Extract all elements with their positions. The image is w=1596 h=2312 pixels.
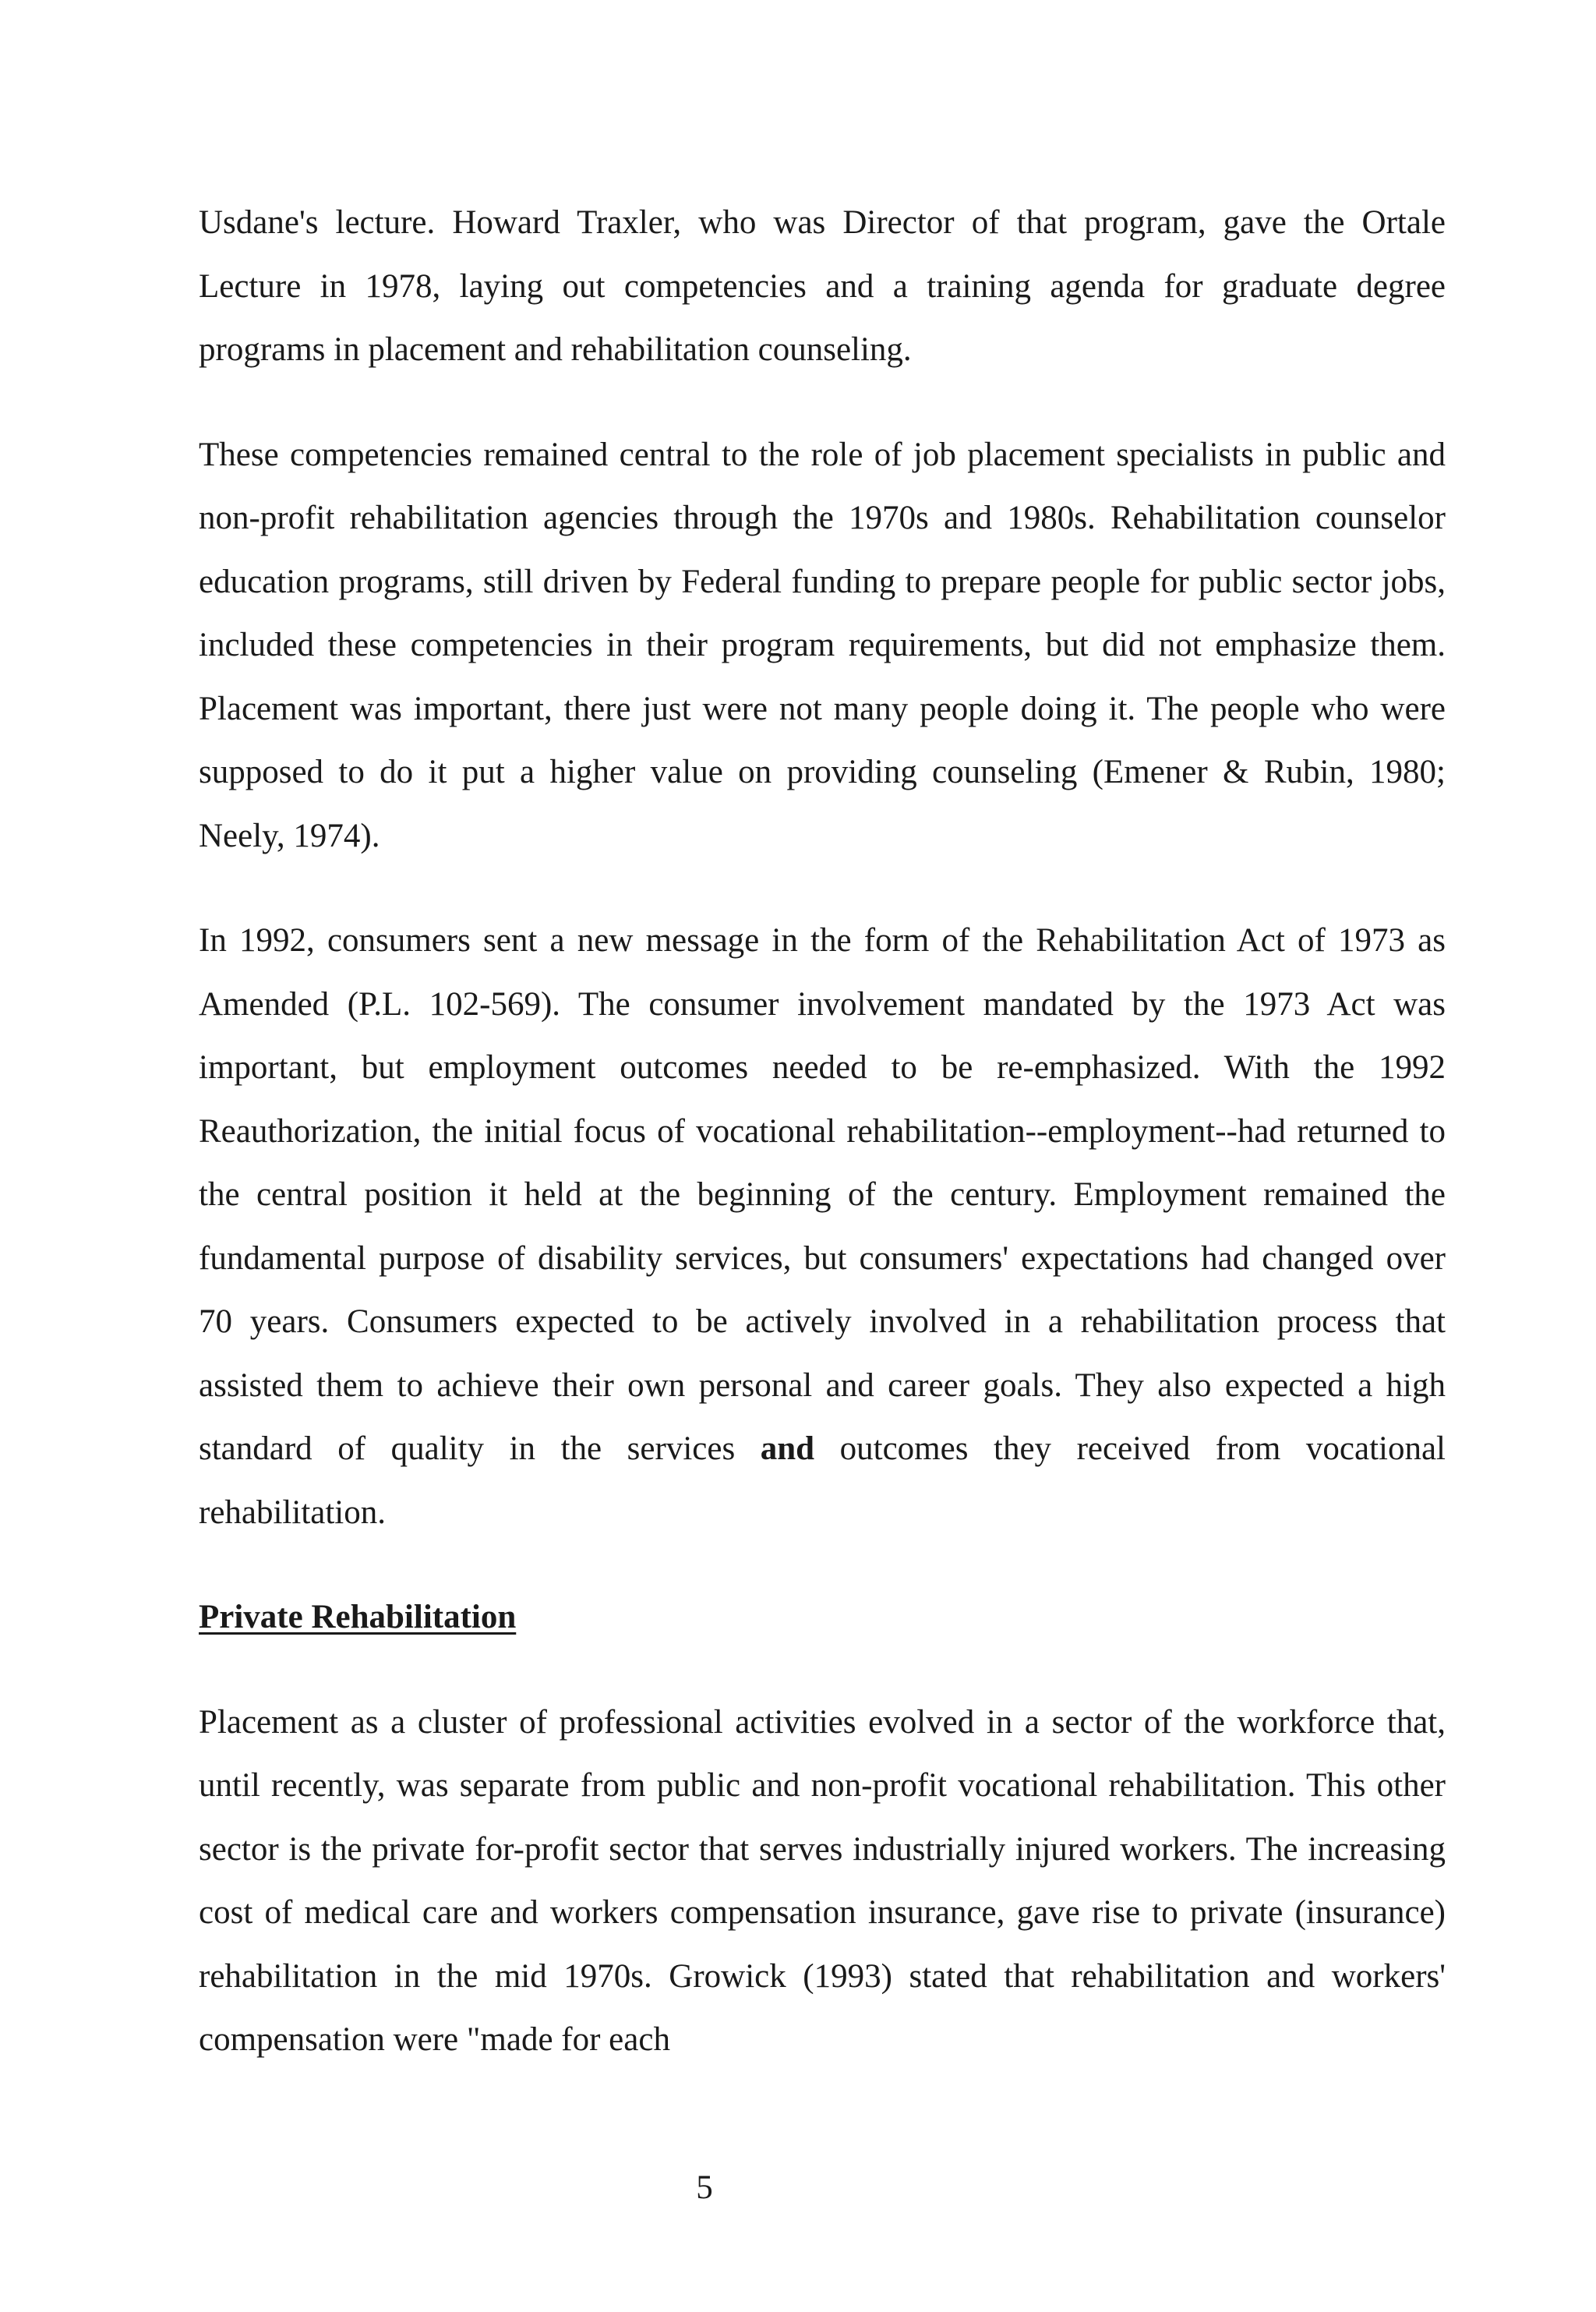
paragraph-traxler-lecture: Usdane's lecture. Howard Traxler, who was Director of that program, gave the Ortale Lecture in 1978, laying out competencies and a training agenda for graduate degree programs in placement and rehabilitation counseling. [199,204,1446,368]
section-heading: Private Rehabilitation [199,1599,517,1635]
paragraph-1992-text-start: In 1992, consumers sent a new message in the form of the Rehabilitation Act of 1973 as Amended (P.L. 102-569). The consumer involvement mandated by the 1973 Act was important, but employment outcomes needed to be re-emphasized. With the 1992 Reauthorization, the initial focus of vocational rehabilitation--employment--had returned to the central position it held at the beginning of the century. Employment remained the fundamental purpose of disability services, but consumers' expectations had changed over 70 years. Consumers expected to be actively involved in a rehabilitation process that assisted them to achieve their own personal and career goals. They also expected a high standard of quality in the services [199,922,1446,1467]
paragraph-1992-text-end: outcomes they received from vocational rehabilitation. [199,1430,1446,1531]
document-body [199,191,1446,2072]
paragraph-1992-amendments [199,909,1446,1544]
paragraph-private-rehabilitation: Placement as a cluster of professional activities evolved in a sector of the workforce that, until recently, was separate from public and non-profit vocational rehabilitation. This other sector is the private for-profit sector that serves industrially injured workers. The increasing cost of medical care and workers compensation insurance, gave rise to private (insurance) rehabilitation in the mid 1970s. Growick (1993) stated that rehabilitation and workers' compensation were "made for each [199,1703,1446,2058]
bold-emphasis: and [760,1430,815,1467]
page-number: 5 [696,2169,713,2206]
paragraph-competencies: These competencies remained central to the role of job placement specialists in public and non-profit rehabilitation agencies through the 1970s and 1980s. Rehabilitation counselor education programs, still driven by Federal funding to prepare people for public sector jobs, included these competencies in their program requirements, but did not emphasize them. Placement was important, there just were not many people doing it. The people who were supposed to do it put a higher value on providing counseling (Emener & Rubin, 1980; Neely, 1974). [199,436,1446,854]
